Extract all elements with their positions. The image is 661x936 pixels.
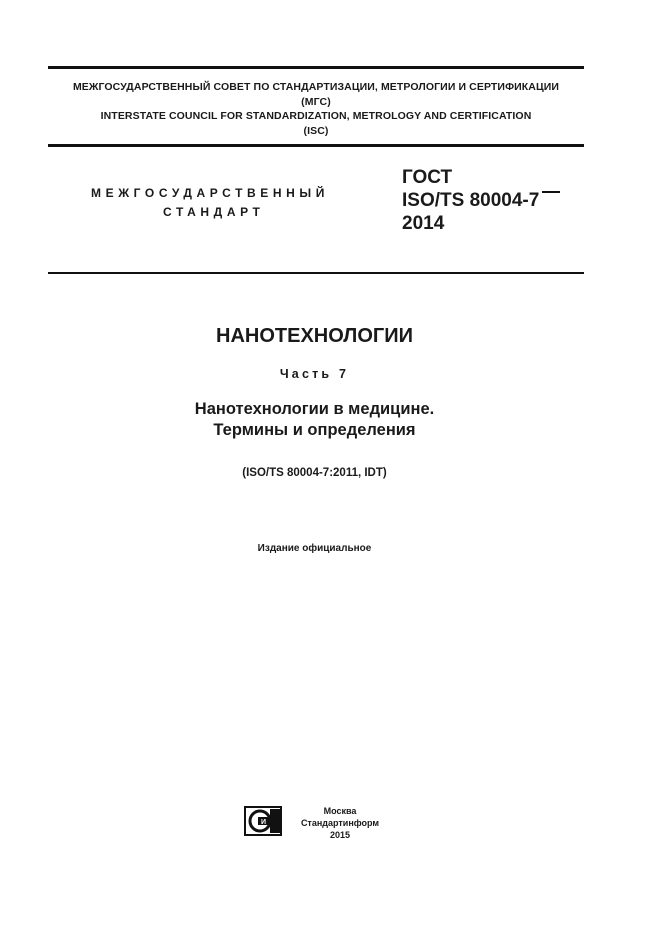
top-rule (48, 66, 584, 69)
header-rule (48, 144, 584, 147)
main-title: НАНОТЕХНОЛОГИИ (216, 325, 413, 347)
designation (402, 166, 560, 235)
designation-number-line (402, 189, 560, 212)
standard-type-line2: СТАНДАРТ (163, 205, 265, 219)
standartinform-logo-icon (244, 806, 282, 836)
subtitle-line1: Нанотехнологии в медицине. (194, 400, 435, 418)
designation-dash (542, 191, 560, 193)
subtitle-line2: Термины и определения (213, 421, 416, 439)
part-label: Часть 7 (279, 367, 350, 381)
publisher-info (300, 805, 380, 841)
designation-rule (48, 272, 584, 274)
publisher-name: Стандартинформ (300, 818, 380, 828)
publisher-city: Москва (323, 806, 357, 816)
standard-type-line1: МЕЖГОСУДАРСТВЕННЫЙ (91, 186, 329, 200)
designation-prefix: ГОСТ (402, 167, 453, 188)
edition-label: Издание официальное (257, 543, 372, 554)
council-abbr-en: (ISC) (303, 125, 329, 137)
council-name-en: INTERSTATE COUNCIL FOR STANDARDIZATION, METROLOGY AND CERTIFICATION (100, 110, 532, 122)
svg-text:И: И (261, 819, 267, 826)
international-reference: (ISO/TS 80004-7:2011, IDT) (242, 467, 387, 479)
council-abbr-ru: (МГС) (301, 96, 331, 108)
council-name-ru: МЕЖГОСУДАРСТВЕННЫЙ СОВЕТ ПО СТАНДАРТИЗАЦИИ, МЕТРОЛОГИИ И СЕРТИФИКАЦИИ (72, 81, 560, 93)
designation-number: ISO/TS 80004-7 (402, 190, 540, 211)
publisher-year: 2015 (329, 830, 351, 840)
designation-year: 2014 (402, 213, 445, 234)
